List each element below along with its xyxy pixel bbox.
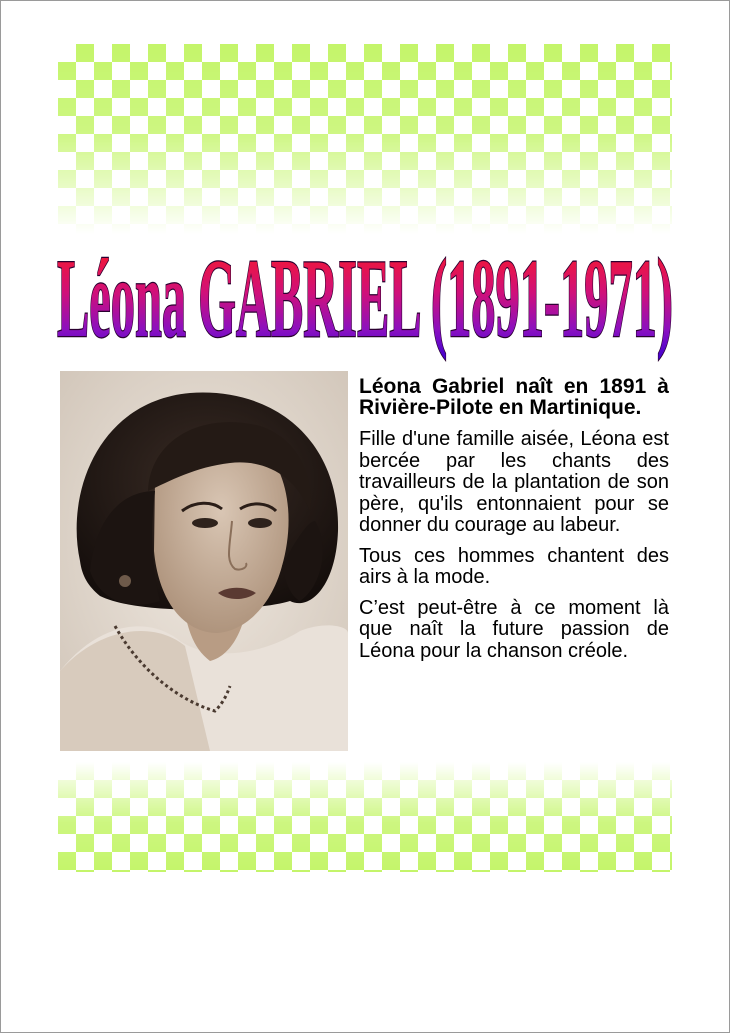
paragraph-childhood: Fille d'une famille aisée, Léona est bercée par les chants des travailleurs de la plantation de son père, qu'ils entonnaient pour se donner du courage au labeur. [359, 428, 669, 536]
checker-pattern-bottom [58, 762, 672, 872]
page-title: Léona GABRIEL (1891-1971) [57, 237, 673, 361]
portrait-image [60, 371, 348, 751]
paragraph-passion: C’est peut-être à ce moment là que naît la future passion de Léona pour la chanson créole. [359, 596, 669, 662]
intro-paragraph: Léona Gabriel naît en 1891 à Rivière-Pilote en Martinique. [359, 375, 669, 419]
checker-pattern-top [58, 44, 672, 234]
page-title-banner [52, 228, 678, 373]
portrait-photo [60, 371, 348, 751]
title-svg [52, 228, 678, 373]
biography-text [359, 376, 669, 671]
paragraph-songs: Tous ces hommes chantent des airs à la mode. [359, 544, 669, 588]
